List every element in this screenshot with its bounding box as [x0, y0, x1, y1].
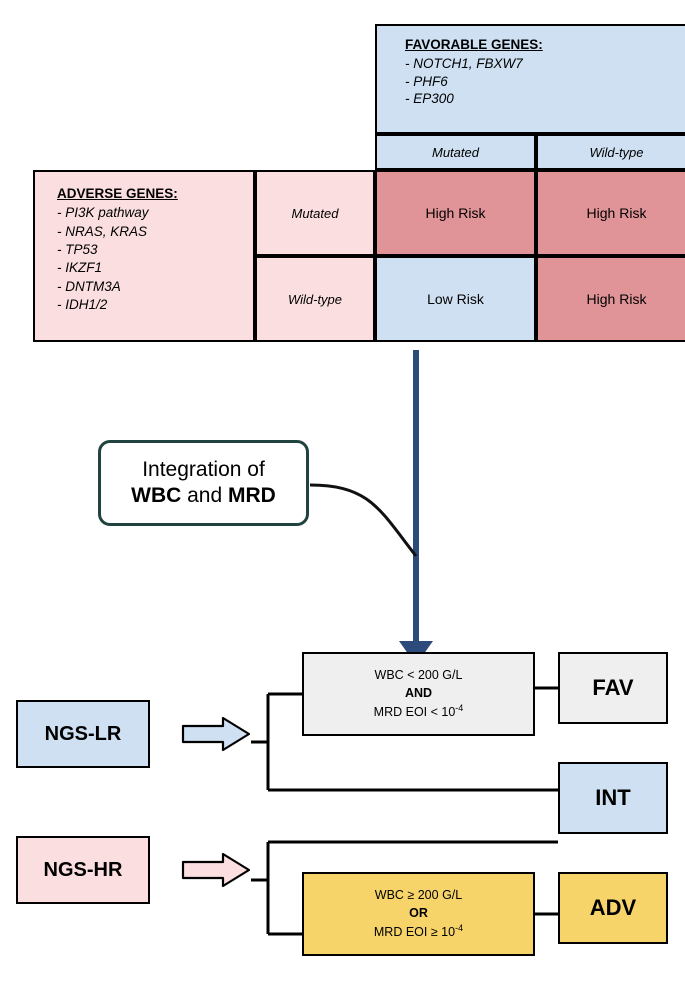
criteria-adv-line3-text: MRD EOI ≥ 10: [373, 925, 456, 940]
integration-box: [98, 440, 309, 526]
integration-line-1: Integration of: [142, 458, 265, 482]
adverse-genes-title: ADVERSE GENES:: [57, 186, 178, 201]
criteria-adv-line3: [374, 922, 463, 941]
criteria-favorable-box: [302, 652, 535, 736]
adverse-row-wildtype: Wild-type: [255, 256, 375, 342]
adverse-gene-4: - IKZF1: [57, 260, 103, 276]
adverse-gene-2: - NRAS, KRAS: [57, 223, 148, 239]
adverse-gene-1: - PI3K pathway: [57, 205, 149, 221]
adverse-row-mutated: Mutated: [255, 170, 375, 256]
criteria-adv-conjunction: OR: [409, 906, 428, 921]
adverse-gene-3: - TP53: [57, 242, 98, 258]
favorable-genes-title: FAVORABLE GENES:: [405, 37, 543, 52]
cell-mutated-wildtype: High Risk: [536, 170, 685, 256]
adverse-genes-header: [33, 170, 255, 342]
risk-matrix: [0, 0, 685, 350]
favorable-column-wildtype: Wild-type: [536, 134, 685, 170]
criteria-fav-conjunction: AND: [404, 686, 433, 701]
adverse-gene-6: - IDH1/2: [57, 297, 108, 313]
integration-mrd: MRD: [228, 484, 276, 507]
criteria-adv-line1: WBC ≥ 200 G/L: [374, 888, 463, 903]
cell-wildtype-mutated: Low Risk: [375, 256, 536, 342]
integration-and: and: [181, 484, 229, 507]
criteria-fav-line3: [374, 702, 464, 721]
favorable-gene-3: - EP300: [405, 91, 454, 107]
cell-mutated-mutated: High Risk: [375, 170, 536, 256]
ngs-lr-box: NGS-LR: [16, 700, 150, 768]
favorable-genes-header: [375, 24, 685, 134]
favorable-gene-2: - PHF6: [405, 73, 448, 89]
criteria-adverse-box: [302, 872, 535, 956]
integration-wbc: WBC: [131, 484, 182, 507]
criteria-fav-line3-text: MRD EOI < 10: [373, 705, 456, 720]
outcome-adv-box: ADV: [558, 872, 668, 944]
ngs-hr-box: NGS-HR: [16, 836, 150, 904]
integration-curve-connector: [300, 430, 430, 560]
outcome-fav-box: FAV: [558, 652, 668, 724]
criteria-adv-line3-exponent: -4: [455, 923, 464, 934]
favorable-gene-1: - NOTCH1, FBXW7: [405, 55, 523, 71]
cell-wildtype-wildtype: High Risk: [536, 256, 685, 342]
criteria-fav-line1: WBC < 200 G/L: [374, 668, 463, 683]
integration-line-2: [131, 483, 276, 509]
favorable-column-mutated: Mutated: [375, 134, 536, 170]
adverse-gene-5: - DNTM3A: [57, 278, 121, 294]
outcome-int-box: INT: [558, 762, 668, 834]
criteria-fav-line3-exponent: -4: [455, 703, 464, 714]
